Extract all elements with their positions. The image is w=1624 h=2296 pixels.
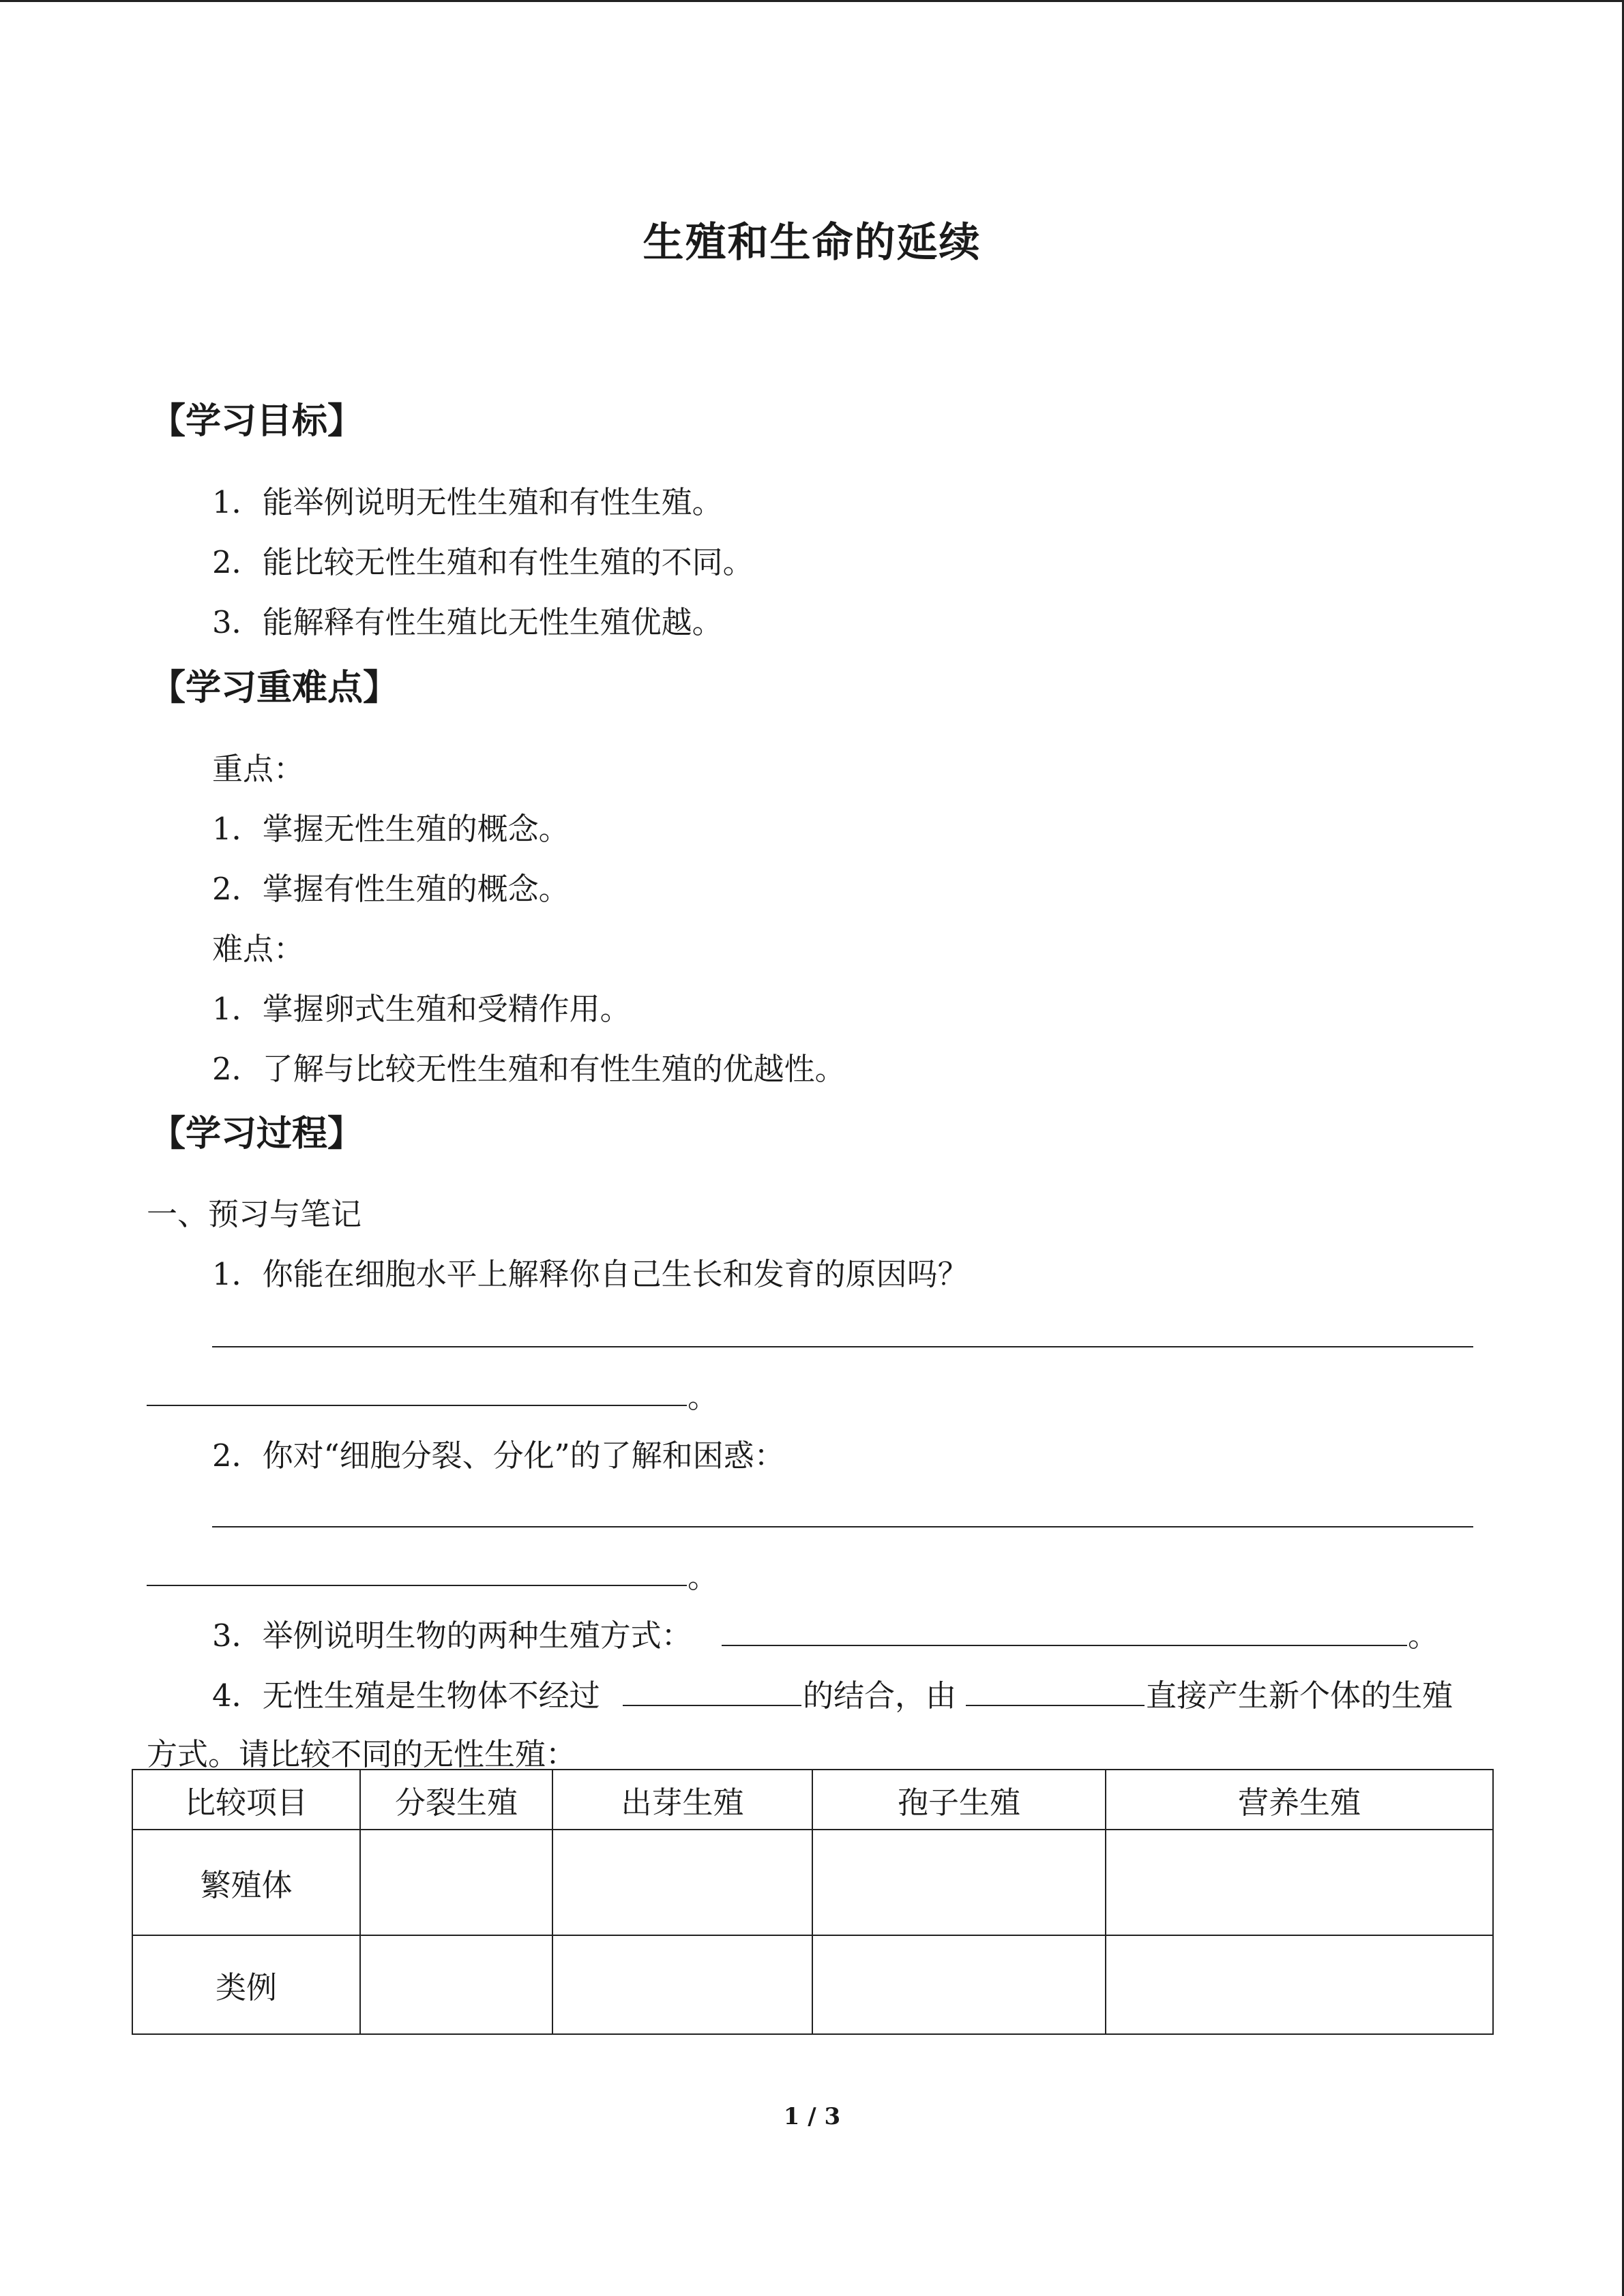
table-header-row [132, 1770, 1493, 1830]
table-cell[interactable] [1106, 1830, 1493, 1935]
row-label: 类例 [132, 1935, 360, 2034]
table-header-cell: 孢子生殖 [812, 1770, 1106, 1830]
table-row [132, 1935, 1493, 2034]
key-points-heading: 【学习重难点】 [150, 667, 399, 709]
focus-item: 2．掌握有性生殖的概念。 [212, 871, 570, 907]
period: 。 [688, 1379, 719, 1415]
focus-item: 1．掌握无性生殖的概念。 [212, 811, 570, 847]
answer-line[interactable] [147, 1405, 687, 1406]
question-1: 1．你能在细胞水平上解释你自己生长和发育的原因吗？ [212, 1256, 969, 1292]
table-row [132, 1830, 1493, 1935]
table-header-cell: 比较项目 [132, 1770, 360, 1830]
comparison-table [132, 1769, 1494, 2035]
objective-item: 2．能比较无性生殖和有性生殖的不同。 [212, 544, 754, 580]
focus-label: 重点： [212, 751, 305, 787]
table-cell[interactable] [360, 1830, 552, 1935]
page-title: 生殖和生命的延续 [643, 219, 981, 267]
question-4-line-2: 方式。请比较不同的无性生殖： [147, 1736, 577, 1772]
period: 。 [1408, 1617, 1439, 1654]
row-label: 繁殖体 [132, 1830, 360, 1935]
blank-line[interactable] [966, 1705, 1145, 1706]
table-header-cell: 出芽生殖 [552, 1770, 812, 1830]
period: 。 [688, 1559, 719, 1595]
answer-line[interactable] [147, 1585, 687, 1586]
blank-line[interactable] [623, 1705, 801, 1706]
table-cell[interactable] [552, 1830, 812, 1935]
answer-line[interactable] [722, 1645, 1407, 1646]
question-4-part-a: 4．无性生殖是生物体不经过 [212, 1678, 600, 1714]
table-header-cell: 分裂生殖 [360, 1770, 552, 1830]
table-cell[interactable] [360, 1935, 552, 2034]
question-4-part-b: 的结合，由 [803, 1678, 957, 1714]
difficulty-label: 难点： [212, 931, 305, 967]
question-3: 3．举例说明生物的两种生殖方式： [212, 1617, 692, 1654]
question-4-part-c: 直接产生新个体的生殖 [1146, 1678, 1453, 1714]
difficulty-item: 1．掌握卵式生殖和受精作用。 [212, 991, 631, 1027]
page-number: 1 / 3 [783, 2103, 841, 2130]
table-cell[interactable] [552, 1935, 812, 2034]
objective-item: 3．能解释有性生殖比无性生殖优越。 [212, 604, 723, 640]
page-border-top [0, 0, 1624, 2]
objective-item: 1．能举例说明无性生殖和有性生殖。 [212, 484, 723, 520]
table-header-cell: 营养生殖 [1106, 1770, 1493, 1830]
table-cell[interactable] [1106, 1935, 1493, 2034]
answer-line[interactable] [212, 1526, 1473, 1527]
answer-line[interactable] [212, 1346, 1473, 1347]
process-heading: 【学习过程】 [150, 1113, 364, 1154]
table-cell[interactable] [812, 1830, 1106, 1935]
question-2: 2．你对“细胞分裂、分化”的了解和困惑： [212, 1437, 785, 1474]
difficulty-item: 2．了解与比较无性生殖和有性生殖的优越性。 [212, 1051, 846, 1087]
table-cell[interactable] [812, 1935, 1106, 2034]
objectives-heading: 【学习目标】 [150, 400, 364, 442]
section-title: 一、预习与笔记 [147, 1196, 362, 1232]
